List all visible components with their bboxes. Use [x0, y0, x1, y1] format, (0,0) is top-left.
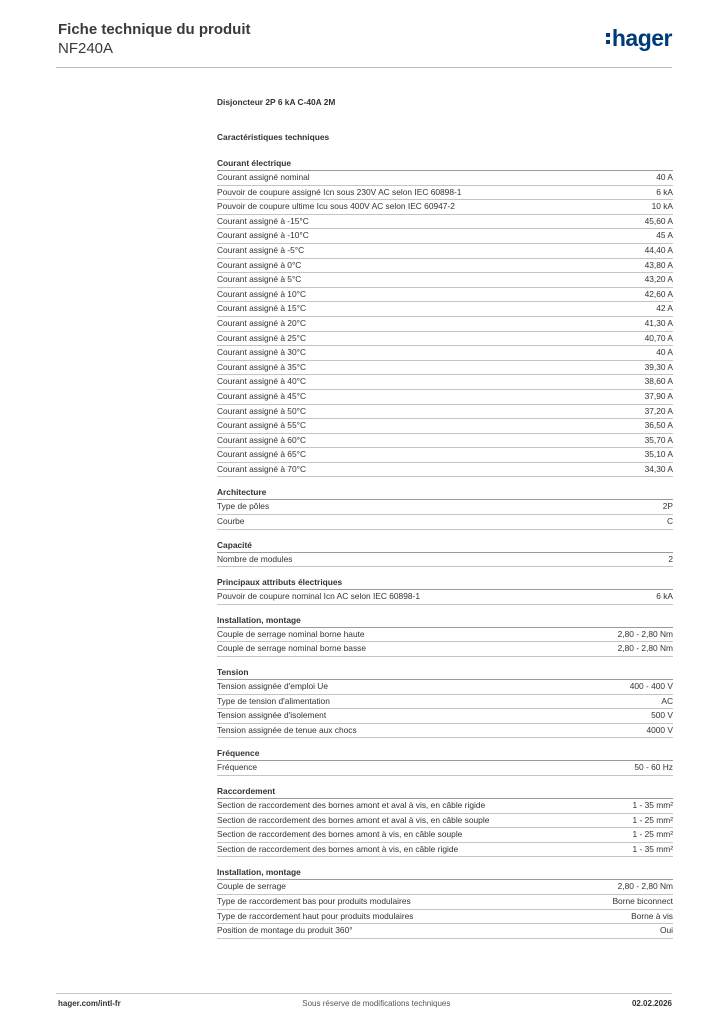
spec-label: Position de montage du produit 360° — [217, 925, 353, 936]
spec-value: 2 — [668, 553, 673, 564]
spec-value: 50 - 60 Hz — [634, 762, 673, 773]
spec-row — [217, 695, 673, 710]
section-title: Installation, montage — [217, 614, 673, 628]
spec-label: Courant assigné à 30°C — [217, 347, 307, 358]
spec-label: Couple de serrage nominal borne basse — [217, 643, 366, 654]
spec-value: 500 V — [651, 710, 673, 721]
spec-label: Section de raccordement des bornes amont et aval à vis, en câble souple — [217, 814, 490, 825]
spec-value: 43,80 A — [644, 259, 673, 270]
spec-value: 42,60 A — [644, 288, 673, 299]
spec-row — [217, 200, 673, 215]
footer-divider — [56, 993, 672, 994]
section-title: Architecture — [217, 486, 673, 500]
spec-sections — [217, 157, 673, 939]
spec-section — [217, 539, 673, 568]
spec-value: 37,20 A — [644, 405, 673, 416]
spec-value: 38,60 A — [644, 376, 673, 387]
spec-row — [217, 924, 673, 939]
spec-value: 36,50 A — [644, 420, 673, 431]
spec-label: Pouvoir de coupure assigné Icn sous 230V AC selon IEC 60898-1 — [217, 186, 462, 197]
spec-label: Courant assigné à -5°C — [217, 244, 305, 255]
hager-logo — [606, 26, 672, 50]
spec-value: 34,30 A — [644, 463, 673, 474]
spec-row — [217, 515, 673, 530]
spec-value: 1 - 35 mm² — [632, 843, 673, 854]
spec-value: 1 - 25 mm² — [632, 829, 673, 840]
spec-row — [217, 273, 673, 288]
spec-row — [217, 843, 673, 858]
spec-value: AC — [661, 695, 673, 706]
spec-row — [217, 799, 673, 814]
spec-section — [217, 747, 673, 776]
spec-row — [217, 814, 673, 829]
section-title: Raccordement — [217, 785, 673, 799]
spec-section — [217, 866, 673, 938]
spec-label: Courant assigné à -15°C — [217, 215, 309, 226]
logo-dots-icon — [606, 33, 610, 44]
spec-value: 2,80 - 2,80 Nm — [617, 628, 673, 639]
spec-label: Courant assigné à 70°C — [217, 463, 307, 474]
spec-label: Courant assigné nominal — [217, 172, 310, 182]
spec-label: Couple de serrage nominal borne haute — [217, 628, 365, 639]
spec-value: 39,30 A — [644, 361, 673, 372]
spec-row — [217, 288, 673, 303]
spec-section — [217, 614, 673, 657]
spec-row — [217, 244, 673, 259]
spec-label: Section de raccordement des bornes amont à vis, en câble souple — [217, 829, 463, 840]
section-title: Tension — [217, 666, 673, 680]
footer-website: hager.com/intl-fr — [58, 999, 121, 1008]
spec-row — [217, 709, 673, 724]
spec-row — [217, 361, 673, 376]
spec-label: Courbe — [217, 516, 245, 527]
spec-row — [217, 628, 673, 643]
spec-value: 35,10 A — [644, 449, 673, 460]
spec-row — [217, 259, 673, 274]
footer-disclaimer: Sous réserve de modifications techniques — [302, 999, 451, 1008]
spec-label: Courant assigné à 10°C — [217, 288, 307, 299]
spec-value: Borne à vis — [631, 910, 673, 921]
section-title: Principaux attributs électriques — [217, 576, 673, 590]
product-title: Disjoncteur 2P 6 kA C-40A 2M — [217, 97, 336, 107]
spec-label: Courant assigné à 50°C — [217, 405, 307, 416]
spec-row — [217, 332, 673, 347]
spec-label: Section de raccordement des bornes amont et aval à vis, en câble rigide — [217, 800, 486, 810]
spec-value: C — [666, 516, 673, 527]
spec-row — [217, 405, 673, 420]
spec-value: 400 - 400 V — [629, 681, 673, 692]
spec-row — [217, 910, 673, 925]
logo-text: hager — [611, 25, 672, 51]
page-footer — [58, 999, 672, 1008]
spec-label: Courant assigné à 35°C — [217, 361, 307, 372]
spec-label: Tension assignée d'emploi Ue — [217, 681, 329, 692]
spec-value: 6 kA — [656, 186, 673, 197]
spec-row — [217, 215, 673, 230]
spec-row — [217, 390, 673, 405]
spec-label: Courant assigné à 45°C — [217, 390, 307, 401]
spec-row — [217, 463, 673, 478]
spec-row — [217, 642, 673, 657]
spec-row — [217, 346, 673, 361]
product-reference: NF240A — [58, 40, 114, 57]
spec-row — [217, 186, 673, 201]
spec-value: 41,30 A — [644, 317, 673, 328]
spec-label: Type de pôles — [217, 501, 270, 512]
page-title: Fiche technique du produit — [58, 21, 251, 38]
spec-value: 10 kA — [651, 201, 673, 212]
spec-value: 40,70 A — [644, 332, 673, 343]
section-title: Fréquence — [217, 747, 673, 761]
spec-section — [217, 785, 673, 857]
spec-row — [217, 680, 673, 695]
spec-value: 2,80 - 2,80 Nm — [617, 881, 673, 892]
spec-label: Type de raccordement haut pour produits modulaires — [217, 910, 414, 921]
spec-row — [217, 761, 673, 776]
spec-value: 40 A — [656, 172, 673, 182]
spec-row — [217, 880, 673, 895]
section-title: Courant électrique — [217, 157, 673, 171]
spec-label: Nombre de modules — [217, 553, 293, 564]
spec-label: Type de raccordement bas pour produits modulaires — [217, 895, 411, 906]
spec-row — [217, 828, 673, 843]
spec-value: 45,60 A — [644, 215, 673, 226]
spec-section — [217, 486, 673, 529]
spec-label: Tension assignée d'isolement — [217, 710, 327, 721]
spec-section — [217, 666, 673, 738]
spec-label: Courant assigné à 55°C — [217, 420, 307, 431]
spec-label: Courant assigné à 15°C — [217, 303, 307, 314]
footer-date: 02.02.2026 — [631, 999, 672, 1008]
spec-row — [217, 229, 673, 244]
spec-label: Courant assigné à 40°C — [217, 376, 307, 387]
spec-label: Courant assigné à 65°C — [217, 449, 307, 460]
spec-label: Couple de serrage — [217, 881, 286, 892]
spec-section — [217, 157, 673, 477]
spec-label: Type de tension d'alimentation — [217, 695, 330, 706]
spec-row — [217, 375, 673, 390]
spec-value: 40 A — [656, 347, 673, 358]
spec-value: 35,70 A — [644, 434, 673, 445]
spec-label: Courant assigné à 25°C — [217, 332, 307, 343]
spec-row — [217, 724, 673, 739]
spec-row — [217, 302, 673, 317]
spec-value: 45 A — [656, 230, 673, 241]
spec-label: Courant assigné à 20°C — [217, 317, 307, 328]
spec-row — [217, 895, 673, 910]
section-title: Installation, montage — [217, 866, 673, 880]
header-divider — [56, 67, 672, 68]
spec-label: Pouvoir de coupure ultime Icu sous 400V AC selon IEC 60947-2 — [217, 201, 455, 212]
spec-row — [217, 590, 673, 605]
spec-value: 2,80 - 2,80 Nm — [617, 643, 673, 654]
spec-row — [217, 419, 673, 434]
spec-row — [217, 500, 673, 515]
spec-label: Pouvoir de coupure nominal Icn AC selon IEC 60898-1 — [217, 591, 420, 602]
spec-row — [217, 317, 673, 332]
spec-row — [217, 448, 673, 463]
spec-value: 4000 V — [646, 724, 673, 735]
spec-value: Oui — [659, 925, 673, 936]
spec-value: 1 - 35 mm² — [632, 800, 673, 810]
spec-value: 44,40 A — [644, 244, 673, 255]
spec-label: Tension assignée de tenue aux chocs — [217, 724, 357, 735]
spec-value: 42 A — [656, 303, 673, 314]
spec-label: Courant assigné à -10°C — [217, 230, 309, 241]
spec-label: Courant assigné à 5°C — [217, 274, 302, 285]
spec-content — [217, 96, 673, 948]
spec-value: 6 kA — [656, 591, 673, 602]
characteristics-heading: Caractéristiques techniques — [217, 132, 330, 142]
spec-value: 2P — [662, 501, 673, 512]
spec-label: Courant assigné à 0°C — [217, 259, 302, 270]
spec-value: 1 - 25 mm² — [632, 814, 673, 825]
spec-row — [217, 553, 673, 568]
spec-value: Borne biconnect — [612, 895, 673, 906]
spec-value: 43,20 A — [644, 274, 673, 285]
section-title: Capacité — [217, 539, 673, 553]
spec-row — [217, 434, 673, 449]
spec-row — [217, 171, 673, 186]
spec-section — [217, 576, 673, 605]
spec-label: Courant assigné à 60°C — [217, 434, 307, 445]
spec-value: 37,90 A — [644, 390, 673, 401]
spec-label: Fréquence — [217, 762, 258, 773]
page-header — [58, 20, 251, 58]
spec-label: Section de raccordement des bornes amont à vis, en câble rigide — [217, 843, 459, 854]
